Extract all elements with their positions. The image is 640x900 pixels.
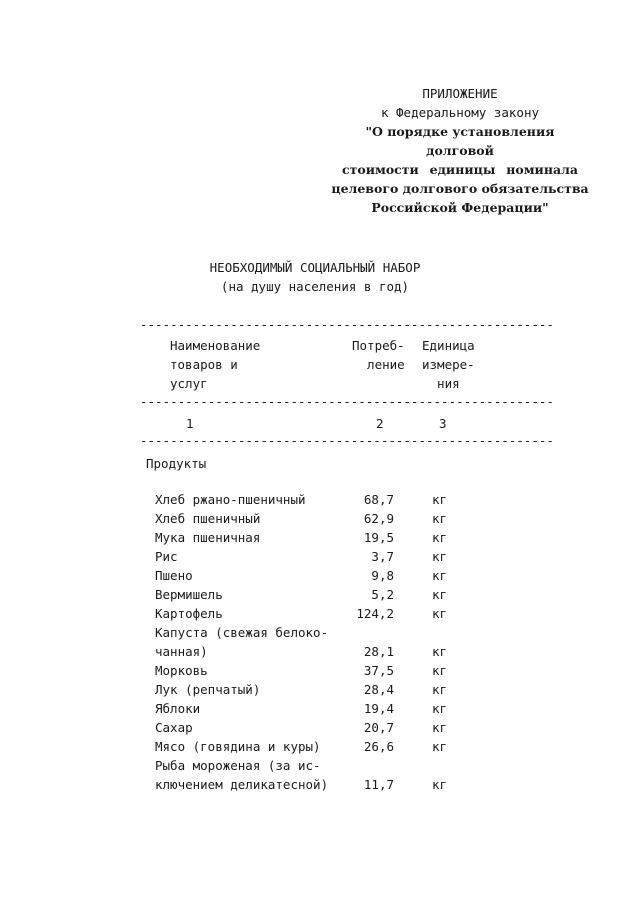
header-consumption: Потреб- ление xyxy=(352,338,405,372)
row-consumption: 19,4 xyxy=(363,701,394,716)
appendix-law-title-line-3: целевого долгового обязательства xyxy=(331,181,589,196)
table-row xyxy=(0,547,640,566)
row-unit: кг xyxy=(432,739,448,754)
table-row xyxy=(0,775,640,794)
row-consumption: 5,2 xyxy=(371,587,394,602)
row-unit: кг xyxy=(432,587,448,602)
row-name: Картофель xyxy=(155,606,223,621)
table-row xyxy=(0,490,640,509)
row-name: Рис xyxy=(155,549,178,564)
table-row xyxy=(0,699,640,718)
column-number-3: 3 xyxy=(439,416,447,431)
header-unit: Единица измере- ния xyxy=(422,338,475,391)
table-row xyxy=(0,718,640,737)
row-unit: кг xyxy=(432,492,448,507)
row-name: Рыба мороженая (за ис- xyxy=(155,758,321,773)
table-row xyxy=(0,528,640,547)
section-heading: Продукты xyxy=(146,456,207,471)
row-consumption: 68,7 xyxy=(363,492,394,507)
table-row xyxy=(0,509,640,528)
row-consumption: 11,7 xyxy=(363,777,394,792)
row-name: чанная) xyxy=(155,644,208,659)
row-unit: кг xyxy=(432,644,448,659)
appendix-law-title-line-1: "О порядке установления долговой xyxy=(365,124,555,158)
document-title-block xyxy=(140,258,490,296)
row-unit: кг xyxy=(432,701,448,716)
appendix-law-title-line-2: стоимости единицы номинала xyxy=(342,162,578,177)
document-title: НЕОБХОДИМЫЙ СОЦИАЛЬНЫЙ НАБОР xyxy=(209,260,421,275)
column-number-2: 2 xyxy=(376,416,384,431)
row-unit: кг xyxy=(432,720,448,735)
row-name: Пшено xyxy=(155,568,193,583)
row-name: Яблоки xyxy=(155,701,201,716)
row-consumption: 124,2 xyxy=(356,606,394,621)
table-row xyxy=(0,566,640,585)
table-row xyxy=(0,680,640,699)
row-name: Морковь xyxy=(155,663,208,678)
table-rule-top: ------------------------------------------------------- xyxy=(140,317,554,332)
table-row xyxy=(0,756,640,775)
table-row xyxy=(0,604,640,623)
row-name: Мука пшеничная xyxy=(155,530,261,545)
row-unit: кг xyxy=(432,568,448,583)
column-number-1: 1 xyxy=(186,416,194,431)
row-consumption: 9,8 xyxy=(371,568,394,583)
row-unit: кг xyxy=(432,663,448,678)
table-row xyxy=(0,585,640,604)
row-unit: кг xyxy=(432,777,448,792)
table-body xyxy=(0,490,640,794)
row-consumption: 20,7 xyxy=(363,720,394,735)
document-subtitle: (на душу населения в год) xyxy=(220,279,410,294)
row-name: Лук (репчатый) xyxy=(155,682,261,697)
table-row xyxy=(0,642,640,661)
table-rule-header-bottom: ------------------------------------------------------- xyxy=(140,394,554,409)
row-unit: кг xyxy=(432,682,448,697)
table-row xyxy=(0,661,640,680)
row-unit: кг xyxy=(432,530,448,545)
row-name: Сахар xyxy=(155,720,193,735)
row-name: ключением деликатесной) xyxy=(155,777,329,792)
row-name: Мясо (говядина и куры) xyxy=(155,739,321,754)
table-row xyxy=(0,623,640,642)
row-consumption: 28,1 xyxy=(363,644,394,659)
appendix-label: ПРИЛОЖЕНИЕ xyxy=(422,86,498,101)
row-name: Капуста (свежая белоко- xyxy=(155,625,329,640)
row-consumption: 19,5 xyxy=(363,530,394,545)
row-name: Вермишель xyxy=(155,587,223,602)
row-unit: кг xyxy=(432,511,448,526)
row-unit: кг xyxy=(432,549,448,564)
appendix-law-title-line-4: Российской Федерации" xyxy=(371,200,549,215)
row-consumption: 26,6 xyxy=(363,739,394,754)
row-consumption: 28,4 xyxy=(363,682,394,697)
table-rule-numbers-bottom: ------------------------------------------------------- xyxy=(140,433,554,448)
appendix-law-ref: к Федеральному закону xyxy=(380,105,540,120)
row-consumption: 62,9 xyxy=(363,511,394,526)
row-consumption: 3,7 xyxy=(371,549,394,564)
appendix-header xyxy=(330,84,590,217)
row-name: Хлеб пшеничный xyxy=(155,511,261,526)
header-name: Наименование товаров и услуг xyxy=(170,338,261,391)
row-name: Хлеб ржано-пшеничный xyxy=(155,492,306,507)
row-unit: кг xyxy=(432,606,448,621)
row-consumption: 37,5 xyxy=(363,663,394,678)
table-row xyxy=(0,737,640,756)
